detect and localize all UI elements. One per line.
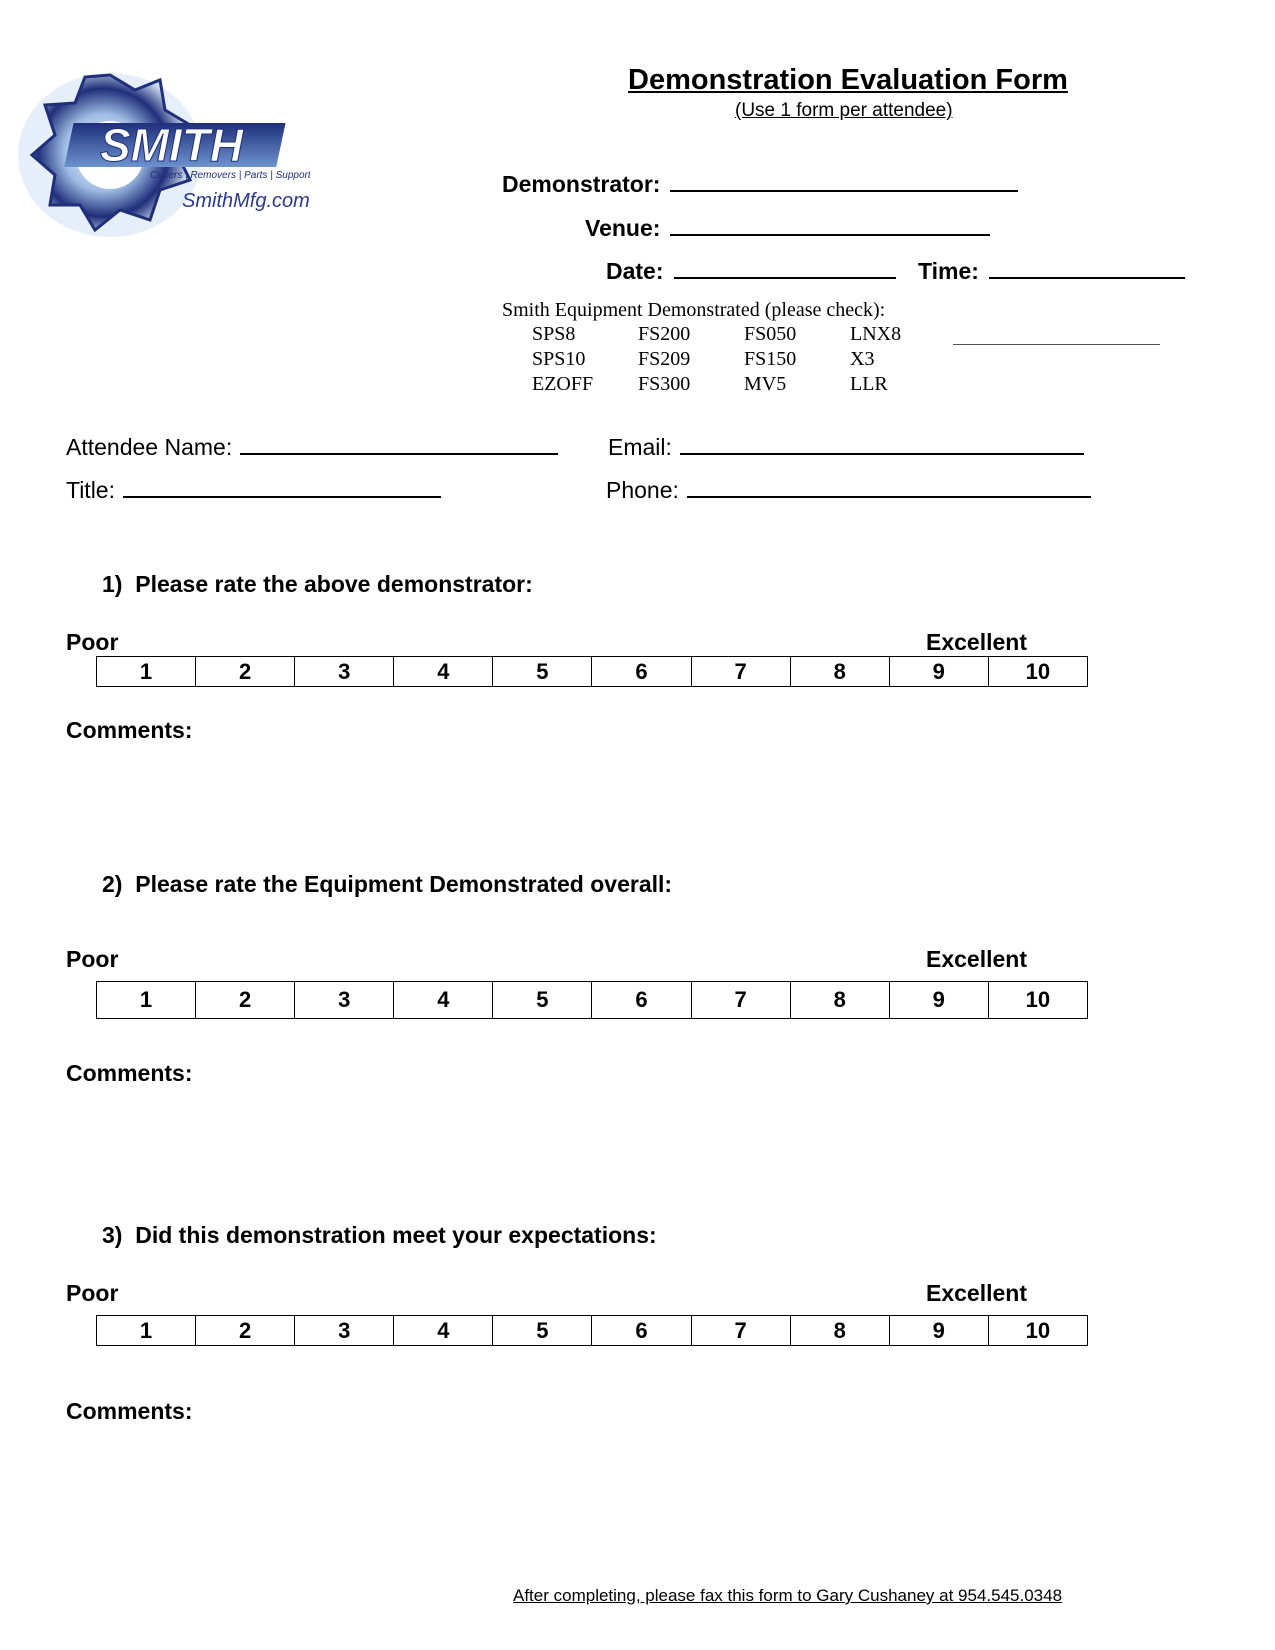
- question-text: Please rate the above demonstrator:: [135, 571, 533, 597]
- rating-scale-3: [96, 1315, 1088, 1346]
- attendee-name-label: Attendee Name:: [66, 434, 233, 460]
- rating-option-7[interactable]: 7: [691, 657, 790, 687]
- excellent-label: Excellent: [926, 629, 1027, 655]
- poor-label: Poor: [66, 629, 119, 655]
- equipment-list: [532, 323, 950, 396]
- comments-area-3[interactable]: [66, 1432, 1086, 1562]
- rating-option-1[interactable]: 1: [97, 657, 196, 687]
- equipment-option[interactable]: FS150: [744, 348, 797, 370]
- date-label: Date:: [606, 258, 664, 284]
- email-field[interactable]: [608, 431, 1084, 461]
- title-field[interactable]: [66, 474, 441, 504]
- comments-label-1: Comments:: [66, 717, 193, 743]
- question-text: Did this demonstration meet your expectations:: [135, 1222, 657, 1248]
- rating-option-10[interactable]: 10: [988, 1316, 1087, 1346]
- rating-option-1[interactable]: 1: [97, 1316, 196, 1346]
- rating-option-3[interactable]: 3: [295, 1316, 394, 1346]
- rating-option-2[interactable]: 2: [196, 982, 295, 1019]
- date-input[interactable]: [674, 255, 896, 279]
- rating-option-5[interactable]: 5: [493, 1316, 592, 1346]
- rating-option-4[interactable]: 4: [394, 657, 493, 687]
- comments-label-3: Comments:: [66, 1398, 193, 1424]
- poor-label: Poor: [66, 1280, 119, 1306]
- question-text: Please rate the Equipment Demonstrated overall:: [135, 871, 673, 897]
- email-input[interactable]: [680, 431, 1084, 455]
- title-input[interactable]: [123, 474, 441, 498]
- rating-scale-2: [96, 981, 1088, 1019]
- smith-logo: [10, 55, 310, 250]
- question-2: [102, 871, 672, 898]
- rating-option-7[interactable]: 7: [691, 982, 790, 1019]
- question-number: 1): [102, 571, 123, 597]
- comments-area-1[interactable]: [66, 750, 1086, 850]
- attendee-name-field[interactable]: [66, 431, 558, 461]
- rating-option-9[interactable]: 9: [889, 657, 988, 687]
- equipment-option[interactable]: FS050: [744, 323, 797, 345]
- rating-option-10[interactable]: 10: [988, 982, 1087, 1019]
- rating-option-4[interactable]: 4: [394, 982, 493, 1019]
- rating-scale-1: [96, 656, 1088, 687]
- rating-option-9[interactable]: 9: [889, 1316, 988, 1346]
- poor-label: Poor: [66, 946, 119, 972]
- question-1: [102, 571, 533, 598]
- rating-option-2[interactable]: 2: [196, 1316, 295, 1346]
- venue-field[interactable]: [585, 212, 990, 242]
- rating-option-8[interactable]: 8: [790, 657, 889, 687]
- equipment-option[interactable]: EZOFF: [532, 373, 594, 395]
- rating-option-9[interactable]: 9: [889, 982, 988, 1019]
- phone-field[interactable]: [606, 474, 1091, 504]
- rating-option-10[interactable]: 10: [988, 657, 1087, 687]
- demonstrator-field[interactable]: [502, 168, 1018, 198]
- saw-blade-icon: [10, 55, 310, 250]
- attendee-name-input[interactable]: [240, 431, 558, 455]
- equipment-option[interactable]: FS300: [638, 373, 691, 395]
- demonstrator-label: Demonstrator:: [502, 171, 661, 197]
- phone-input[interactable]: [687, 474, 1091, 498]
- venue-label: Venue:: [585, 215, 661, 241]
- demonstrator-input[interactable]: [670, 168, 1018, 192]
- comments-label-2: Comments:: [66, 1060, 193, 1086]
- logo-tagline: Cutters | Removers | Parts | Support: [150, 170, 310, 181]
- phone-label: Phone:: [606, 477, 679, 503]
- comments-area-2[interactable]: [66, 1095, 1086, 1205]
- rating-option-3[interactable]: 3: [295, 657, 394, 687]
- form-subtitle: (Use 1 form per attendee): [735, 100, 953, 121]
- question-number: 2): [102, 871, 123, 897]
- question-number: 3): [102, 1222, 123, 1248]
- date-field[interactable]: [606, 255, 896, 285]
- email-label: Email:: [608, 434, 672, 460]
- rating-option-2[interactable]: 2: [196, 657, 295, 687]
- equipment-option[interactable]: FS209: [638, 348, 691, 370]
- logo-brand: SMITH: [100, 119, 244, 171]
- equipment-heading: Smith Equipment Demonstrated (please check):: [502, 299, 886, 321]
- rating-option-5[interactable]: 5: [493, 657, 592, 687]
- equipment-option[interactable]: X3: [850, 348, 875, 370]
- equipment-option[interactable]: FS200: [638, 323, 691, 345]
- time-label: Time:: [918, 258, 979, 284]
- excellent-label: Excellent: [926, 946, 1027, 972]
- rating-option-6[interactable]: 6: [592, 657, 691, 687]
- rating-option-5[interactable]: 5: [493, 982, 592, 1019]
- rating-option-8[interactable]: 8: [790, 1316, 889, 1346]
- title-label: Title:: [66, 477, 115, 503]
- rating-option-7[interactable]: 7: [691, 1316, 790, 1346]
- equipment-other-input[interactable]: [953, 326, 1160, 345]
- equipment-option[interactable]: LNX8: [850, 323, 902, 345]
- equipment-option[interactable]: SPS8: [532, 323, 576, 345]
- rating-option-4[interactable]: 4: [394, 1316, 493, 1346]
- rating-option-8[interactable]: 8: [790, 982, 889, 1019]
- equipment-option[interactable]: LLR: [850, 373, 888, 395]
- form-title: Demonstration Evaluation Form: [628, 64, 1068, 96]
- equipment-option[interactable]: SPS10: [532, 348, 586, 370]
- equipment-option[interactable]: MV5: [744, 373, 787, 395]
- logo-website: SmithMfg.com: [182, 190, 310, 212]
- excellent-label: Excellent: [926, 1280, 1027, 1306]
- time-field[interactable]: [918, 255, 1185, 285]
- rating-option-3[interactable]: 3: [295, 982, 394, 1019]
- time-input[interactable]: [989, 255, 1185, 279]
- venue-input[interactable]: [670, 212, 990, 236]
- rating-option-1[interactable]: 1: [97, 982, 196, 1019]
- footer-note: After completing, please fax this form to Gary Cushaney at 954.545.0348: [513, 1586, 1063, 1605]
- rating-option-6[interactable]: 6: [592, 982, 691, 1019]
- question-3: [102, 1222, 657, 1249]
- rating-option-6[interactable]: 6: [592, 1316, 691, 1346]
